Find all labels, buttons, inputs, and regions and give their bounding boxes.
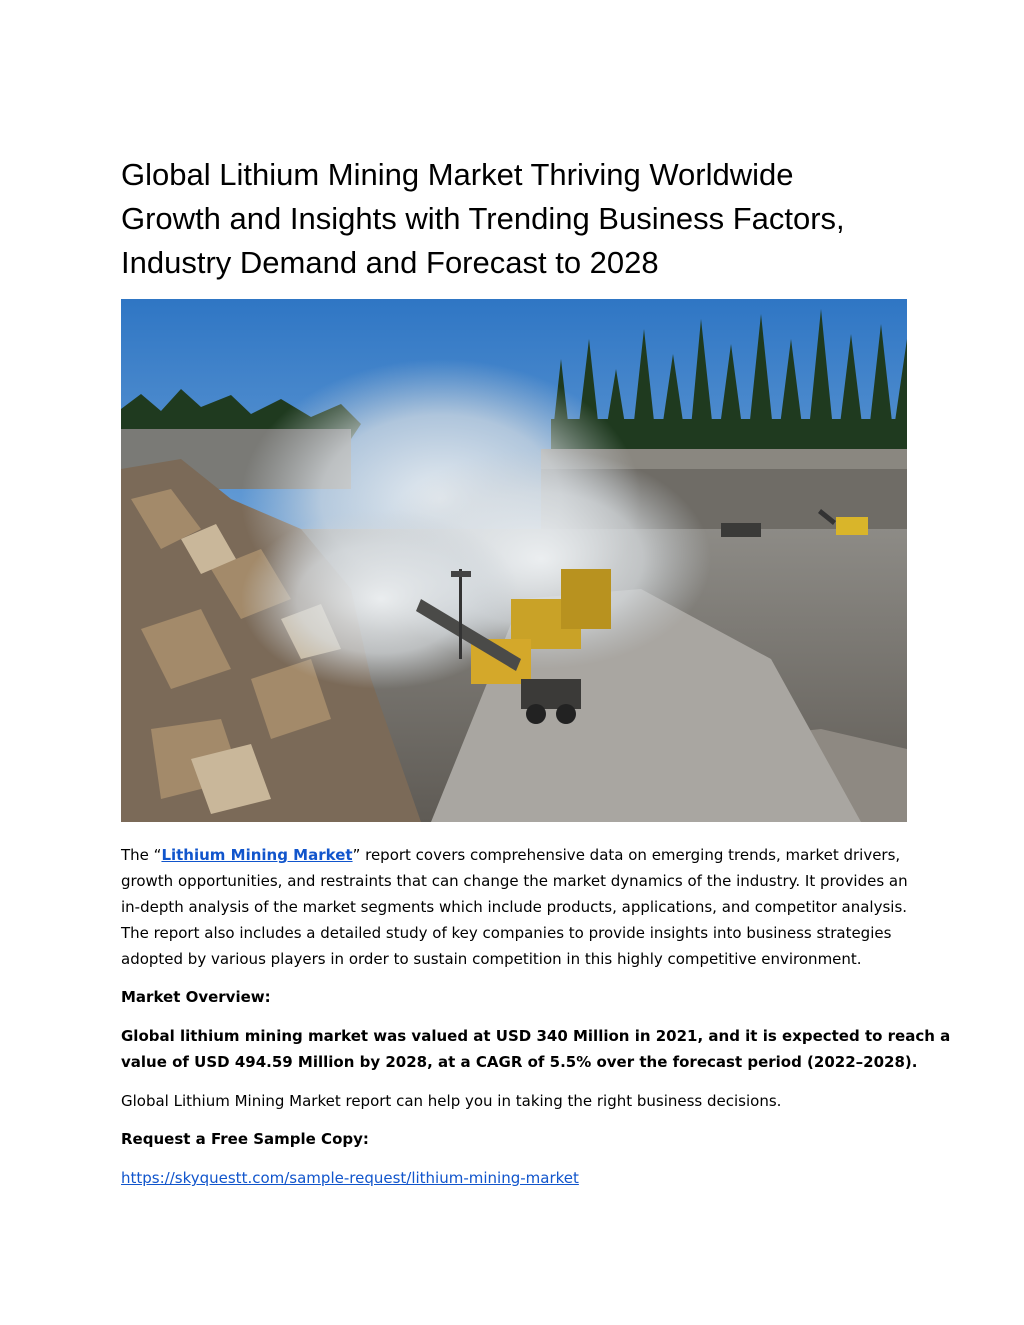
- stat-line-2: value of USD 494.59 Million by 2028, at a CAGR of 5.5% over the forecast period (2022–2028).: [121, 1053, 918, 1071]
- sample-link-container: [121, 1166, 921, 1190]
- lithium-mining-market-link[interactable]: Lithium Mining Market: [161, 846, 353, 864]
- sample-request-link[interactable]: https://skyquestt.com/sample-request/lithium-mining-market: [121, 1169, 579, 1187]
- request-sample-heading: Request a Free Sample Copy:: [121, 1130, 369, 1148]
- title-line-1: Global Lithium Mining Market Thriving Worldwide: [121, 157, 794, 192]
- stat-line-1: Global lithium mining market was valued at USD 340 Million in 2021, and it is expected to reach a: [121, 1027, 951, 1045]
- hero-image-lithium-mine-crusher: [121, 299, 907, 822]
- title-line-2: Growth and Insights with Trending Business Factors,: [121, 201, 845, 236]
- page-title: [121, 153, 921, 285]
- market-overview-heading: Market Overview:: [121, 988, 271, 1006]
- intro-line-2: growth opportunities, and restraints that can change the market dynamics of the industry. It provides an: [121, 872, 908, 890]
- help-text: Global Lithium Mining Market report can help you in taking the right business decisions.: [121, 1092, 782, 1110]
- intro-line-1: [121, 842, 921, 868]
- title-line-3: Industry Demand and Forecast to 2028: [121, 245, 659, 280]
- intro-line-5: adopted by various players in order to sustain competition in this highly competitive environment.: [121, 950, 862, 968]
- intro-prefix: The “: [121, 846, 162, 864]
- intro-line-1-suffix: ” report covers comprehensive data on emerging trends, market drivers,: [352, 846, 901, 864]
- hero-image-illustration: [121, 299, 907, 822]
- intro-line-3: in-depth analysis of the market segments which include products, applications, and competitor analysis.: [121, 898, 908, 916]
- intro-line-4: The report also includes a detailed study of key companies to provide insights into business strategies: [121, 924, 892, 942]
- market-overview-stat: [121, 1023, 951, 1075]
- intro-paragraph: [121, 842, 921, 972]
